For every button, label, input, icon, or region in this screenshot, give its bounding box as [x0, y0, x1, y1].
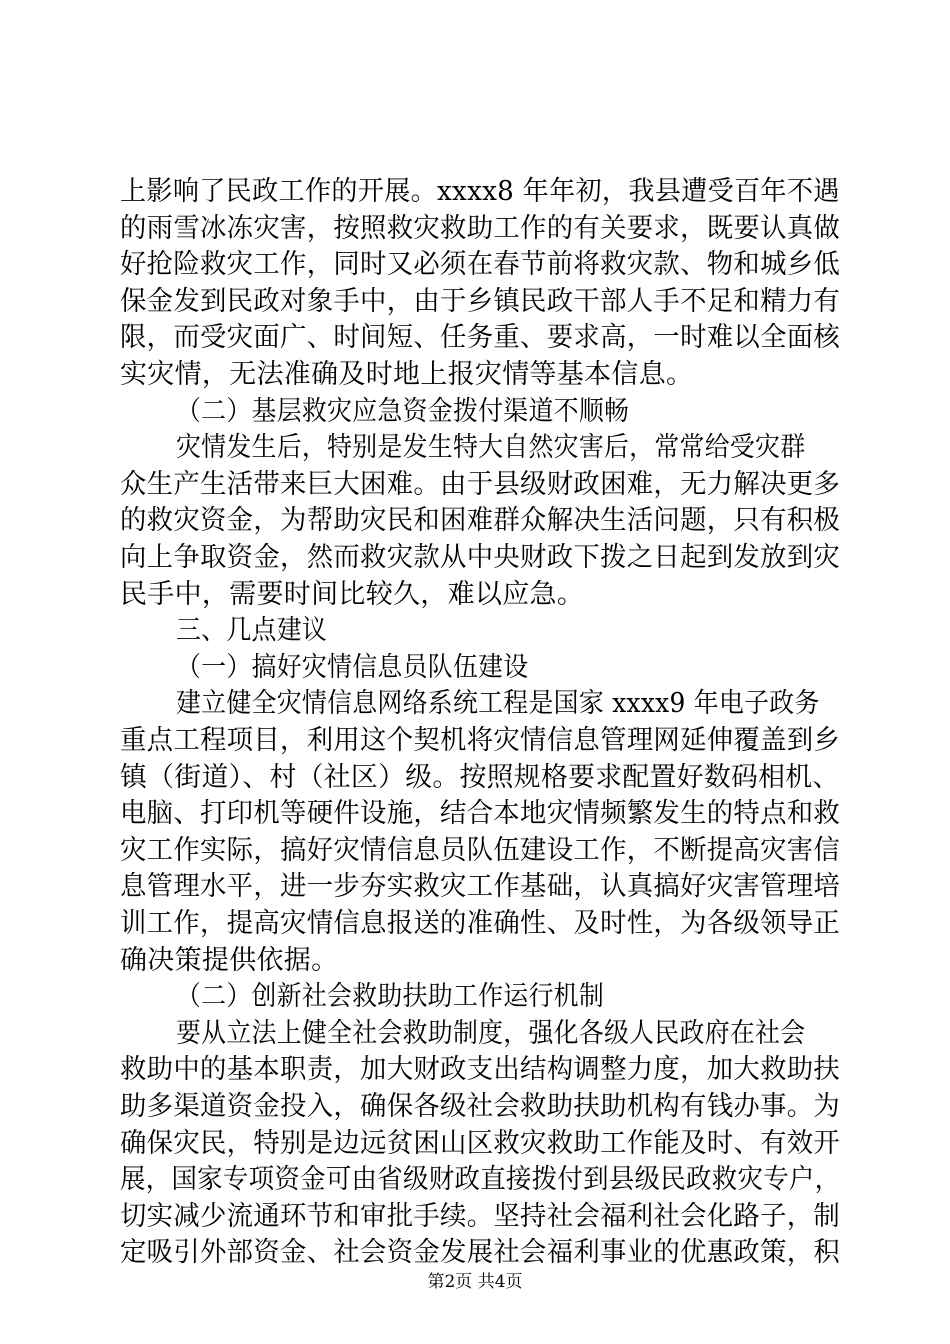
text-line: 建立健全灾情信息网络系统工程是国家 xxxx9 年电子政务	[176, 688, 820, 720]
text-line: 灾情发生后，特别是发生特大自然灾害后，常常给受灾群	[176, 432, 806, 464]
text-line: 切实减少流通环节和审批手续。坚持社会福利社会化路子，制	[120, 1200, 841, 1232]
text-line: 民手中，需要时间比较久，难以应急。	[120, 578, 585, 610]
section-heading: 三、几点建议	[176, 615, 328, 647]
text-line: 要从立法上健全社会救助制度，强化各级人民政府在社会	[176, 1017, 806, 1049]
text-line: 助多渠道资金投入，确保各级社会救助扶助机构有钱办事。为	[120, 1091, 841, 1122]
section-heading: （一）搞好灾情信息员队伍建设	[176, 651, 529, 683]
page-footer: 第2页 共4页	[427, 1272, 523, 1292]
text-line: 实灾情，无法准确及时地上报灾情等基本信息。	[120, 359, 694, 390]
text-line: 定吸引外部资金、社会资金发展社会福利事业的优惠政策，积	[120, 1237, 841, 1269]
section-heading: （二）基层救灾应急资金拨付渠道不顺畅	[176, 395, 630, 427]
text-line: 息管理水平，进一步夯实救灾工作基础，认真搞好灾害管理培	[120, 871, 841, 903]
text-line: 的雨雪冰冻灾害，按照救灾救助工作的有关要求，既要认真做	[120, 212, 841, 244]
text-line: 镇（街道）、村（社区）级。按照规格要求配置好数码相机、	[120, 761, 840, 793]
text-line: 限，而受灾面广、时间短、任务重、要求高，一时难以全面核	[120, 322, 841, 354]
text-line: 的救灾资金，为帮助灾民和困难群众解决生活问题，只有积极	[120, 505, 841, 537]
text-line: 向上争取资金，然而救灾款从中央财政下拨之日起到发放到灾	[120, 542, 841, 573]
text-line: 展，国家专项资金可由省级财政直接拨付到县级民政救灾专户，	[120, 1164, 841, 1196]
text-line: 确决策提供依据。	[120, 944, 339, 976]
text-line: 灾工作实际，搞好灾情信息员队伍建设工作，不断提高灾害信	[120, 834, 841, 866]
text-line: 好抢险救灾工作，同时又必须在春节前将救灾款、物和城乡低	[120, 249, 841, 281]
text-line: 上影响了民政工作的开展。xxxx8 年年初，我县遭受百年不遇	[120, 176, 840, 207]
text-line: 确保灾民，特别是边远贫困山区救灾救助工作能及时、有效开	[120, 1127, 841, 1159]
text-line: 救助中的基本职责，加大财政支出结构调整力度，加大救助扶	[120, 1054, 841, 1086]
text-line: 保金发到民政对象手中，由于乡镇民政干部人手不足和精力有	[120, 285, 841, 317]
text-line: 电脑、打印机等硬件设施，结合本地灾情频繁发生的特点和救	[120, 798, 841, 830]
text-line: 众生产生活带来巨大困难。由于县级财政困难，无力解决更多	[120, 468, 841, 500]
text-line: 训工作，提高灾情信息报送的准确性、及时性，为各级领导正	[120, 908, 841, 939]
text-line: 重点工程项目，利用这个契机将灾情信息管理网延伸覆盖到乡	[120, 725, 841, 756]
section-heading: （二）创新社会救助扶助工作运行机制	[176, 981, 605, 1013]
